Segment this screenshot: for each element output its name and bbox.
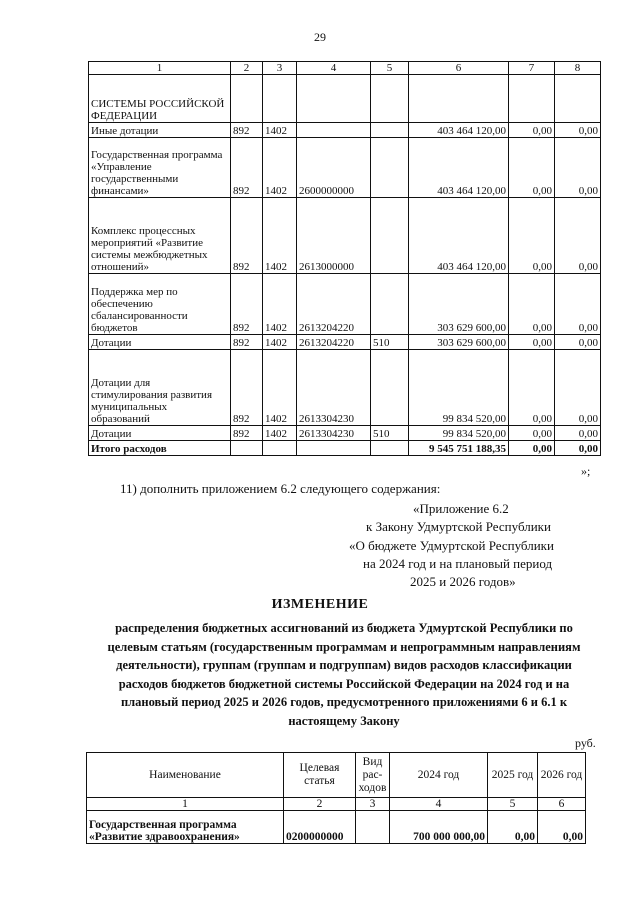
cell	[555, 75, 601, 123]
total-label: Итого расходов	[89, 441, 231, 456]
cell: 892	[231, 138, 263, 198]
table-row	[87, 811, 586, 844]
cell: 2613204220	[297, 274, 371, 335]
header-type: Вид рас-ходов	[356, 753, 390, 798]
cell: 1402	[263, 138, 297, 198]
appendix-line-4: на 2024 год и на плановый период	[363, 556, 553, 571]
header-cell: 4	[390, 798, 488, 811]
closing-quote: »;	[581, 464, 591, 478]
header-cell: 6	[538, 798, 586, 811]
table-row	[89, 198, 601, 274]
cell	[231, 75, 263, 123]
cell	[371, 123, 409, 138]
header-cell: 4	[297, 62, 371, 75]
name-cell: СИСТЕМЫ РОССИЙСКОЙ ФЕДЕРАЦИИ	[89, 75, 231, 123]
value-2026: 0,00	[538, 811, 586, 844]
cell: 1402	[263, 123, 297, 138]
header-cell: 8	[555, 62, 601, 75]
name-cell: Государственная программа «Управление государственными финансами»	[89, 138, 231, 198]
header-cell: 5	[488, 798, 538, 811]
cell: 2600000000	[297, 138, 371, 198]
table-row	[89, 335, 601, 350]
name-cell: Государственная программа «Развитие здравоохранения»	[87, 811, 284, 844]
total-row	[89, 441, 601, 456]
document-title: ИЗМЕНЕНИЕ	[271, 597, 369, 612]
header-cell: 2	[284, 798, 356, 811]
cell: 892	[231, 274, 263, 335]
name-cell: Поддержка мер по обеспечению сбалансированности бюджетов	[89, 274, 231, 335]
document-subtitle: распределения бюджетных ассигнований из бюджета Удмуртской Республики по целевым статьям (государственным программам и непрограммным направлениям деятельности), группам (группам и подгруппам) видов расходов классификации расходов бюджетов бюджетной системы Российской Федерации на 2024 год и на плановый период 2025 и 2026 годов, предусмотренного приложениями 6 и 6.1 к настоящему Закону	[107, 621, 581, 728]
cell: 303 629 600,00	[409, 335, 509, 350]
cell: 0,00	[555, 274, 601, 335]
name-cell: Дотации для стимулирования развития муниципальных образований	[89, 350, 231, 426]
table-row	[89, 75, 601, 123]
table-header-row	[87, 753, 586, 798]
header-cell: 7	[509, 62, 555, 75]
cell	[371, 350, 409, 426]
cell: 0,00	[555, 138, 601, 198]
name-cell: Дотации	[89, 335, 231, 350]
name-cell: Комплекс процессных мероприятий «Развитие системы межбюджетных отношений»	[89, 198, 231, 274]
cell: 0,00	[509, 274, 555, 335]
cell: 2613204220	[297, 335, 371, 350]
cell: 510	[371, 335, 409, 350]
cell: 1402	[263, 350, 297, 426]
total-2026: 0,00	[555, 441, 601, 456]
cell: 0,00	[509, 198, 555, 274]
header-cell: 3	[263, 62, 297, 75]
cell: 0,00	[509, 138, 555, 198]
table-row	[89, 426, 601, 441]
appendix-line-3: «О бюджете Удмуртской Республики	[349, 538, 554, 553]
cell	[371, 274, 409, 335]
cell: 0,00	[555, 426, 601, 441]
cell	[371, 441, 409, 456]
header-cell: 2	[231, 62, 263, 75]
header-cell: 3	[356, 798, 390, 811]
cell	[263, 441, 297, 456]
cell	[371, 198, 409, 274]
header-2024: 2024 год	[390, 753, 488, 798]
table-row	[89, 274, 601, 335]
cell: 1402	[263, 335, 297, 350]
cell: 0,00	[555, 198, 601, 274]
target-cell: 0200000000	[284, 811, 356, 844]
appendix-line-2: к Закону Удмуртской Республики	[366, 519, 551, 534]
cell: 0,00	[555, 123, 601, 138]
cell: 2613304230	[297, 350, 371, 426]
value-2025: 0,00	[488, 811, 538, 844]
appendix-line-5: 2025 и 2026 годов»	[410, 574, 516, 589]
cell: 2613304230	[297, 426, 371, 441]
page-number: 29	[314, 30, 326, 44]
appendix-line-1: «Приложение 6.2	[413, 501, 509, 516]
cell: 892	[231, 123, 263, 138]
total-2025: 0,00	[509, 441, 555, 456]
allocation-table	[86, 752, 586, 844]
cell	[297, 123, 371, 138]
header-cell: 6	[409, 62, 509, 75]
column-number-row	[87, 798, 586, 811]
table-row	[89, 350, 601, 426]
expenditure-table	[88, 61, 601, 456]
header-2026: 2026 год	[538, 753, 586, 798]
cell: 1402	[263, 426, 297, 441]
header-cell: 1	[89, 62, 231, 75]
cell	[371, 138, 409, 198]
total-2024: 9 545 751 188,35	[409, 441, 509, 456]
cell: 892	[231, 350, 263, 426]
cell: 0,00	[509, 335, 555, 350]
table-row	[89, 123, 601, 138]
header-target: Целевая статья	[284, 753, 356, 798]
cell	[409, 75, 509, 123]
cell: 403 464 120,00	[409, 198, 509, 274]
cell: 1402	[263, 274, 297, 335]
table-row	[89, 138, 601, 198]
name-cell: Иные дотации	[89, 123, 231, 138]
value-2024: 700 000 000,00	[390, 811, 488, 844]
header-2025: 2025 год	[488, 753, 538, 798]
cell	[297, 75, 371, 123]
cell: 0,00	[509, 123, 555, 138]
cell: 99 834 520,00	[409, 426, 509, 441]
cell: 892	[231, 426, 263, 441]
header-cell: 1	[87, 798, 284, 811]
cell	[263, 75, 297, 123]
cell: 892	[231, 198, 263, 274]
name-cell: Дотации	[89, 426, 231, 441]
cell	[509, 75, 555, 123]
cell: 0,00	[555, 350, 601, 426]
cell: 1402	[263, 198, 297, 274]
cell: 403 464 120,00	[409, 138, 509, 198]
cell: 99 834 520,00	[409, 350, 509, 426]
cell: 0,00	[509, 426, 555, 441]
cell	[371, 75, 409, 123]
amendment-paragraph: 11) дополнить приложением 6.2 следующего содержания:	[120, 481, 441, 496]
cell: 2613000000	[297, 198, 371, 274]
cell: 0,00	[555, 335, 601, 350]
cell	[297, 441, 371, 456]
cell: 403 464 120,00	[409, 123, 509, 138]
type-cell	[356, 811, 390, 844]
cell: 510	[371, 426, 409, 441]
cell: 303 629 600,00	[409, 274, 509, 335]
table-header-row	[89, 62, 601, 75]
currency-label: руб.	[575, 736, 596, 750]
cell: 0,00	[509, 350, 555, 426]
header-cell: 5	[371, 62, 409, 75]
header-name: Наименование	[87, 753, 284, 798]
cell: 892	[231, 335, 263, 350]
cell	[231, 441, 263, 456]
